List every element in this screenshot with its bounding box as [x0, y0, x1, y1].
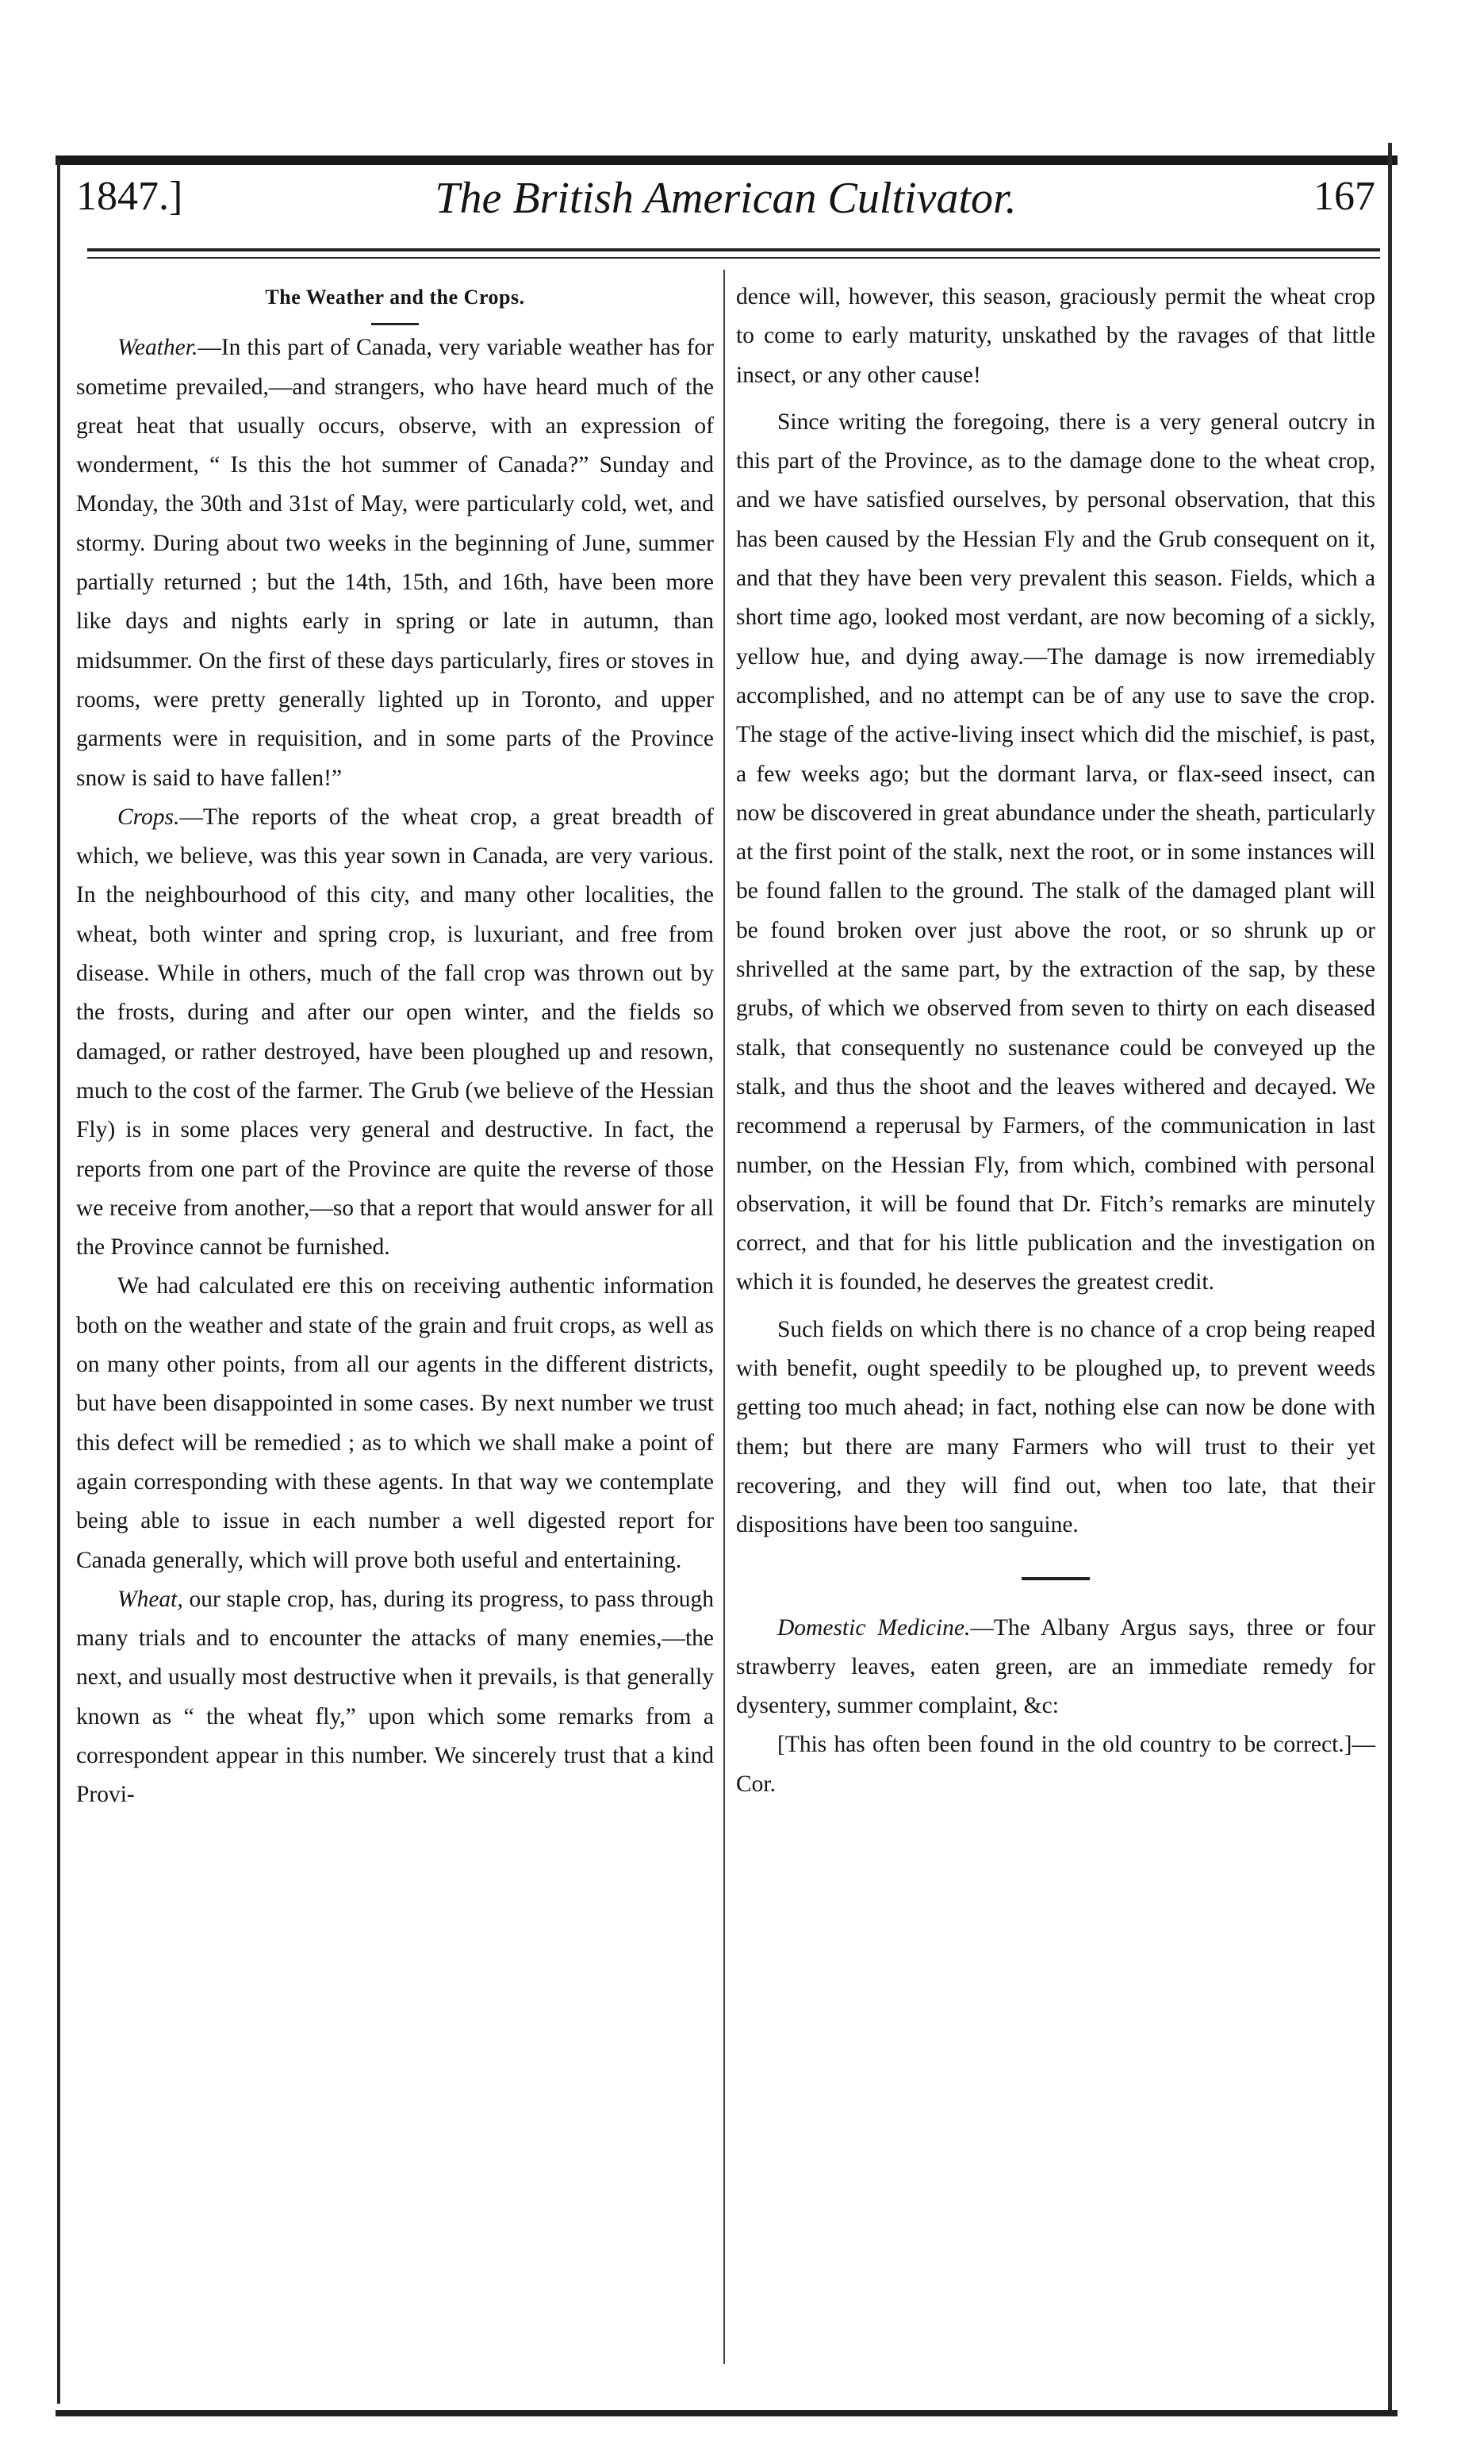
continued-paragraph [736, 278, 1375, 395]
crops-paragraph [76, 798, 714, 1268]
domestic-medicine-paragraph [736, 1609, 1375, 1726]
page-header [71, 168, 1380, 232]
paragraph-text: dence will, however, this season, graciously permit the wheat crop to come to early maturity, unskathed by the ravages of that little insect, or any other cause! [736, 284, 1375, 388]
paragraph-text: [This has often been found in the old country to be correct.]—Cor. [736, 1732, 1375, 1797]
header-rule-thin [87, 257, 1380, 259]
wheat-paragraph [76, 1580, 714, 1815]
left-border-rule [57, 159, 60, 2404]
section-separator-rule [1022, 1577, 1090, 1580]
editor-note-paragraph [736, 1725, 1375, 1804]
article-heading: The Weather and the Crops. [265, 286, 525, 309]
paragraph-text: our staple crop, has, during its progress, to pass through many trials and to encounter the attacks of many enemies,—the next, and usually most destructive when it prevails, is that generally known as “ the wheat fly,” upon which some remarks from a correspondent appear in this number. We sincerely trust that a kind Provi- [76, 1586, 714, 1808]
weather-paragraph [76, 328, 714, 798]
left-column [76, 278, 714, 1815]
paragraph-text: —In this part of Canada, very variable weather has for sometime prevailed,—and strangers, who have heard much of the great heat that usually occurs, observe, with an expression of wonderment, “ Is this the hot summer of Canada?” Sunday and Monday, the 30th and 31st of May, were particularly cold, wet, and stormy. During about two weeks in the beginning of June, summer partially returned ; but the 14th, 15th, and 16th, have been more like days and nights early in spring or late in autumn, than midsummer. On the first of these days particularly, fires or stoves in rooms, were pretty generally lighted up in Toronto, and upper garments were in requisition, and in some parts of the Province snow is said to have fallen!” [76, 335, 714, 791]
right-column [736, 278, 1375, 1804]
paragraph-lead: Wheat, [117, 1586, 183, 1612]
fields-paragraph [736, 1311, 1375, 1545]
publication-title: The British American Cultivator. [435, 174, 1017, 223]
top-border-rule [56, 155, 1398, 165]
bottom-border-rule [56, 2410, 1398, 2416]
paragraph-text: Such fields on which there is no chance of a crop being reaped with benefit, ought speedily to be ploughed up, to prevent weeds getting too much ahead; in fact, nothing else can now be done with them; but there are many Farmers who will trust to their yet recovering, and they will find out, when too late, that their dispositions have been too sanguine. [736, 1316, 1375, 1538]
heading-rule [371, 323, 419, 325]
page-number: 167 [1313, 174, 1375, 219]
right-border-rule [1388, 143, 1392, 2412]
column-divider [723, 270, 725, 2364]
paragraph-text: —The reports of the wheat crop, a great breadth of which, we believe, was this year sown in Canada, are very various. In the neighbourhood of this city, and many other localities, the wheat, both winter and spring crop, is luxuriant, and free from disease. While in others, much of the fall crop was thrown out by the frosts, during and after our open winter, and the fields so damaged, or rather destroyed, have been ploughed up and resown, much to the cost of the farmer. The Grub (we believe of the Hessian Fly) is in some places very general and destructive. In fact, the reports from one part of the Province are quite the reverse of those we receive from another,—so that a report that would answer for all the Province cannot be furnished. [76, 804, 714, 1261]
header-year: 1847.] [76, 174, 183, 219]
paragraph-text: We had calculated ere this on receiving authentic information both on the weather and state of the grain and fruit crops, as well as on many other points, from all our agents in the different districts, but have been disappointed in some cases. By next number we trust this defect will be remedied ; as to which we shall make a point of again corresponding with these agents. In that way we contemplate being able to issue in each number a well digested report for Canada generally, which will prove both useful and entertaining. [76, 1273, 714, 1573]
agents-paragraph [76, 1267, 714, 1579]
hessian-fly-paragraph [736, 403, 1375, 1303]
paragraph-text: —The Albany Argus says, three or four strawberry leaves, eaten green, are an immediate remedy for dysentery, summer complaint, &c: [736, 1614, 1375, 1719]
header-rule-thick [87, 248, 1380, 251]
paragraph-text: Since writing the foregoing, there is a very general outcry in this part of the Province, as to the damage done to the wheat crop, and we have satisfied ourselves, by personal observation, that this has been caused by the Hessian Fly and the Grub consequent on it, and that they have been very prevalent this season. Fields, which a short time ago, looked most verdant, are now becoming of a sickly, yellow hue, and dying away.—The damage is now irremediably accomplished, and no attempt can be of any use to save the crop. The stage of the active-living insect which did the mischief, is past, a few weeks ago; but the dormant larva, or flax-seed insect, can now be discovered in great abundance under the sheath, particularly at the first point of the stalk, next the root, or in some instances will be found fallen to the ground. The stalk of the damaged plant will be found broken over just above the root, or so shrunk up or shrivelled at the same part, by the extraction of the sap, by these grubs, of which we observed from seven to thirty on each diseased stalk, that consequently no sustenance could be conveyed up the stalk, and thus the shoot and the leaves withered and decayed. We recommend a reperusal by Farmers, of the communication in last number, on the Hessian Fly, from which, combined with personal observation, it will be found that Dr. Fitch’s remarks are minutely correct, and that for his little publication and the investigation on which it is founded, he deserves the greatest credit. [736, 409, 1375, 1295]
paragraph-lead: Domestic Medicine. [777, 1614, 971, 1641]
paragraph-lead: Crops. [117, 804, 180, 830]
paragraph-lead: Weather. [117, 335, 198, 361]
